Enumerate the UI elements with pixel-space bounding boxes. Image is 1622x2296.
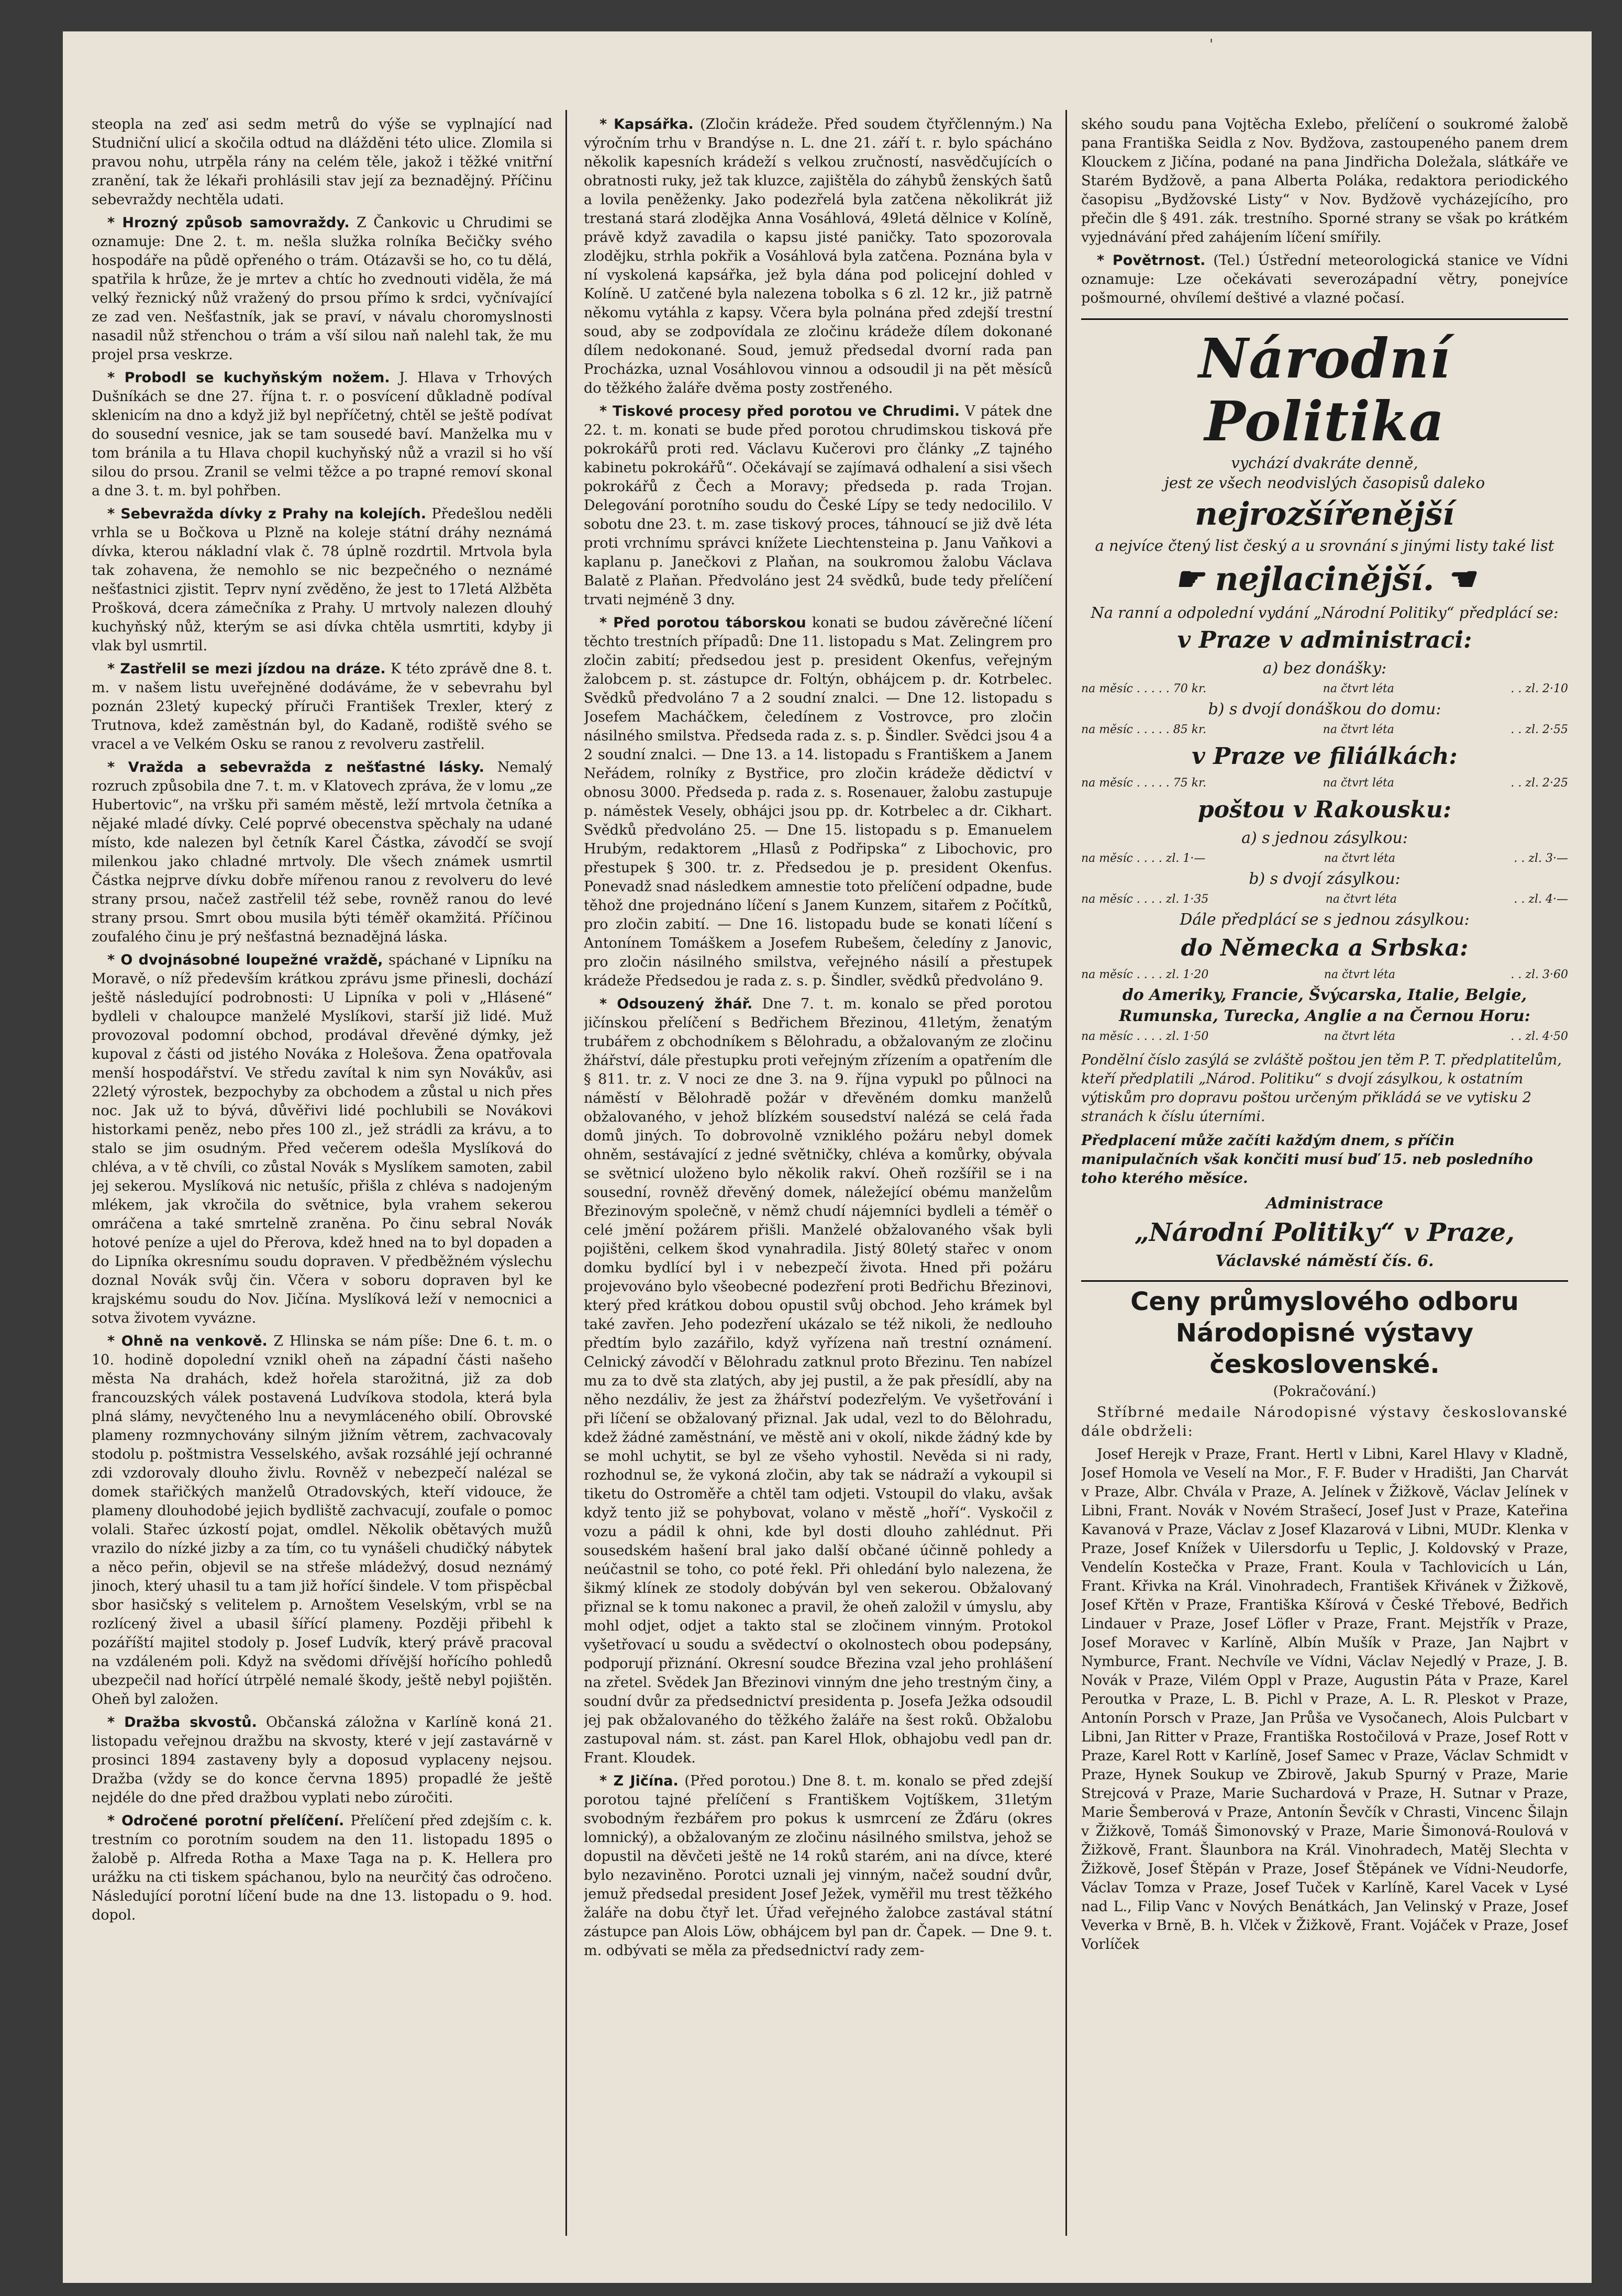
ad-line-3: a nejvíce čtený list český a u srovnání s jinými listy také list	[1095, 537, 1554, 554]
article-paragraph	[92, 1332, 552, 1709]
article-headline: * Zastřelil se mezi jízdou na dráze.	[107, 661, 386, 677]
article-headline: * Vražda a sebevražda z nešťastné lásky.	[107, 759, 484, 775]
article-paragraph	[584, 402, 1052, 609]
article-paragraph	[92, 115, 552, 209]
article-text: spáchané v Lipníku na Moravě, o níž především krátkou zprávu jsme přinesli, dochází ještě následující podrobnosti: U Lipníka v poli v „Hlásené“ bydleli v chaloupce manželé Myslíkovi, starší již lidé. Muž provozoval podomní obchod, prodával dřevěné dýmky, jež kupoval z části od jistého Nováka z Holešova. Žena opatřovala menší hospodářství. Ve středu zavítal k nim syn Novákův, asi 22letý výrostek, bezpochyby za obchodem a zůstal u nich přes noc. Jak už to bývá, důvěřivi lidé pochlubili se Novákovi historkami peněz, nebo přes 100 zl., jež strádli za krávu, a to stalo se jim osudným. Před večerem odešla Myslíková do chléva, a v tě chvíli, co zůstal Novák s Myslíkem samoten, zabil jej sekerou. Myslíková nic netušíc, přišla z chléva s nadojeným mlékem, jak vkročila do světnice, byla vrahem sekerou omráčena a také smrtelně zraněna. Po činu sebral Novák hotové peníze a ujel do Přerova, kdež hned na to byl dopaden a do Lipníka okresnímu soudu dopraven. V předběžném výslechu doznal Novák svůj čin. Včera v soboru dopraven byl ke krajskému soudu do Nov. Jičína. Myslíková leží v nemocnici a sotva životem vyvázne.	[92, 952, 552, 1326]
article-text: (Před porotou.) Dne 8. t. m. konalo se před zdejší porotou tajné přelíčení s Františkem Vojtíškem, 31letým svobodným řezbářem pro pokus k usmrcení ze Žďáru (okres lomnický), a obžalovaným ze zločinu násilného smilstva, jehož se dopustil na děvčeti ještě ne 14 roků starém, ani na dívce, které bylo nezaviněno. Porotci uznali jej vinným, načež soudní dvůr, jemuž předsedal president Josef Ježek, vyměřil mu trest těžkého žaláře na dobu čtyř let. Úřad veřejného žalobce zastával státní zástupce pan Alois Löw, obhájcem byl pan dr. Čapek. — Dne 9. t. m. odbývati se měla za předsednictví rady zem-	[584, 1773, 1052, 1959]
article-paragraph	[92, 369, 552, 501]
ad-note-subscription: Předplacení může začíti každým dnem, s příčin manipulačních však končiti musí buď 15. neb posledního toho kterého měsíce.	[1081, 1133, 1533, 1186]
article-paragraph	[92, 951, 552, 1328]
ad-most-widespread: nejrozšířenější	[1195, 496, 1454, 533]
article-headline: * Povětrnost.	[1097, 252, 1206, 269]
ad-cheapest-text: nejlacinější.	[1215, 560, 1435, 598]
price-quarter-label: na čtvrt léta	[1323, 682, 1394, 695]
article-paragraph	[584, 995, 1052, 1768]
ad-sub-a: a) bez donášky:	[1262, 659, 1387, 678]
price-quarter: . . zl. 4·50	[1510, 1030, 1568, 1043]
article-headline: * Hrozný způsob samovraždy.	[107, 215, 350, 231]
ad-admin-address: Václavské náměstí čís. 6.	[1215, 1252, 1434, 1270]
column-2	[584, 115, 1052, 2236]
article-text: Přelíčení před zdejším c. k. trestním co porotním soudem na den 11. listopadu 1895 o žalobě p. Alfreda Rotha a Maxe Taga na p. K. Hellera pro urážku na cti tiskem spáchanou, bylo na neurčitý čas odročeno. Následující porotní líčení bude na dne 13. listopadu o 9. hod. dopol.	[92, 1813, 552, 1923]
ad-section-praha-filialky: v Praze ve filiálkách:	[1192, 743, 1458, 770]
ad-cheapest	[1081, 559, 1568, 600]
price-quarter-label: na čtvrt léta	[1324, 1030, 1395, 1043]
ad-line-1: vychází dvakráte denně,	[1231, 454, 1418, 472]
price-row	[1081, 721, 1568, 739]
ad-section-praha-admin: v Praze v administraci:	[1177, 627, 1472, 653]
article-text: (Zločin krádeže. Před soudem čtyřčlenným.) Na výročním trhu v Brandýse n. L. dne 21. září t. r. bylo spácháno několik kapesních krádeží s velkou zručností, nasvědčujících o obratnosti ruky, jež tak kluzce, zajištěla do záhybů ženských šatů a lovila peněženky. Jako podezřelá byla zatčena několikrát již trestaná stará zlodějka Anna Vosáhlová, 49letá dělnice v Kolíně, právě když zavadila o kapsu jisté paničky. Tato spozorovala zlodějku, strhla pokřik a Vosáhlová byla zatčena. Poznána byla v ní vyskolená kapsářka, jež byla dána pod policejní dohled v Kolíně. U zatčené byla nalezena tobolka s 6 zl. 12 kr., již patrně někomu vytáhla z kapsy. Včera byla polnána před zdejší trestní soud, aby se zodpovídala ze zločinu krádeže dílem dokonané dílem nedokonané. Soud, jemuž předsedal dvorní rada pan Procházka, uznal Vosáhlovou vinnou a odsoudil ji na pět měsíců do těžkého žaláře dvěma posty zostřeného.	[584, 116, 1052, 396]
article-paragraph	[92, 660, 552, 754]
ad-sub-post-a: a) s jednou zásylkou:	[1241, 829, 1408, 847]
ad-section-post: poštou v Rakousku:	[1197, 796, 1452, 823]
article-paragraph	[584, 614, 1052, 991]
price-quarter-label: na čtvrt léta	[1323, 777, 1394, 790]
article-headline: * O dvojnásobné loupežné vraždě,	[107, 952, 383, 968]
price-month: na měsíc . . . . zl. 1·50	[1081, 1030, 1209, 1043]
ad-line-5: Dále předplácí se s jednou zásylkou:	[1180, 911, 1470, 929]
column-1	[92, 115, 552, 2236]
price-row	[1081, 774, 1568, 792]
article-text: Předešlou neděli vrhla se u Bočkova u Plzně na koleje státní dráhy neznámá dívka, kterou nákladní vlak č. 78 úplně rozdrtil. Mrtvola byla tak zohavena, že nemohlo se nic bezpečného o neznámé nešťastnici zjistit. Teprv nyní zvěděno, že jest to 17letá Alžběta Prošková, dcera zámečníka z Prahy. U mrtvoly nalezen dlouhý kuchyňský nůž, kterým se asi dívka chtěla usmrtiti, kdyby ji vlak byl usmrtil.	[92, 506, 552, 654]
ad-sub-post-b: b) s dvojí zásylkou:	[1249, 870, 1401, 888]
article-headline: * Odsouzený žhář.	[599, 996, 753, 1012]
price-month: na měsíc . . . . zl. 1·35	[1081, 893, 1209, 906]
article-headline: * Tiskové procesy před porotou ve Chrudimi.	[599, 403, 960, 419]
ad-line-2: jest ze všech neodvislých časopisů daleko	[1164, 474, 1485, 492]
article-text: Dne 7. t. m. konalo se před porotou jičínskou přelíčení s Bedřichem Březinou, 41letým, ženatým trubářem z obchodníkem s Bělohradu, a obžalovaným ze zločinu žhářství, dále přestupku proti veřejným zřízením a opatřením dle § 811. tr. z. V noci ze dne 3. na 9. října vypukl po půlnoci na náměstí v Bělohradě požár v dřevěném domku manželů obžalovaného, v jehož blízkém sousedství nalézá se celá řada domů jiných. To dobrovolně vzniklého požáru nebyl domek ohněm, sestávající z jedné světničky, chléva a komůrky, obývala se světnicí uloženo bylo několik rakví. Oheň rozšířil se i na sousední, rovněž dřevěný domek, náležející obému manželům Březinovým společně, v němž chudí nájemníci bydleli a téměř o celé jmění požárem přišli. Manželé obžalovaného však byli pojištěni, celkem škod vynahradila. Jistý 80letý stařec v onom domku bydlící byl i v nebezpečí života. Hned při požáru projevováno bylo všeobecné podezření proti Bedřichu Březinovi, který před krátkou dobou opustil svůj obchod. Jeho krámek byl také zavřen. Jeho podezření ukázalo se též nikoli, že nedlouho předtím bylo zazářilo, když vyřízena naň trestní oznámení. Celnický závodčí v Bělohradu zatknul proto Březinu. Ten nabízel mu za to dvě sta zlatých, aby jej pustil, a že pak přesídlí, aby na něho nezdáliv, že jest za žhářství podezřelým. Ve vyšetřování i při líčení se obžalovaný přiznal. Jak udal, vezl to do Bělohradu, kdež žádné zaměstnání, ve městě ani v okolí, nikde žádný kde by se mohl uchytit, se byl ze všeho vyhostil. Nevěda si ni rady, rozhodnul se, že vykoná zločin, aby tak se nádraží a vykoupil si tiketu do Ostroměře a chtěl tam odjeti. Vstoupil do vlaku, avšak když tento již se pohybovat, volano v městě „hoří“. Vyskočil z vozu a pádil k ohni, kde byl dosti dlouho zahlédnut. Při sousedském hašení bral jako další občané účinně pohledy a neúčastnil se toho, co poté řekl. Při ohledání bylo nalezena, že šikmý klínek ze stodoly dobýván byl ven sekerou. Obžalovaný přiznal se k tomu nakonec a pravil, že oheň založil v úmyslu, aby mohl odjet, odjet a takto stal se zločinem vinným. Protokol vyšetřovací u soudu a svědectví o okolnostech obou podepsány, podporují přiznání. Okresní soudce Březina vzal jeho prohlášení na zřetel. Svědek Jan Březinovi vinným dne jeho trestným činy, a soudní dvůr za předsednictví presidenta p. Josefa Ježka odsoudil jej pak obžalovaného do těžkého žaláře na šest roků. Obžalobu zastupoval nám. st. zást. pan Karel Hlok, obhajobu vedl pan dr. Frant. Kloudek.	[584, 996, 1052, 1766]
article-paragraph	[1081, 115, 1568, 247]
price-row	[1081, 1028, 1568, 1046]
article-text: Nemalý rozruch způsobila dne 7. t. m. v Klatovech zpráva, že v lomu „ze Hubertovic“, na vršku při samém městě, leží mrtvola četníka a nějaké mladé dívky. Celé poprvé obecenstva spěchaly na udané místo, kde nalezen byl četník Karel Částka, závodčí se svojí milenkou jako chladné mrtvoly. Dle všech známek usmrtil Částka nejprve dívku dobře mířenou ranou z revolveru do levé strany prsou, načež zastřelil též sebe, rovněž ranou do levé strany prsou. Smrt obou musila býti téměř okamžitá. Příčinou zoufalého činu je prý nešťastná beznadějná láska.	[92, 759, 552, 945]
narodni-politika-advertisement	[1081, 318, 1568, 1272]
article-headline: * Ohně na venkově.	[107, 1333, 268, 1349]
article-text: steopla na zeď asi sedm metrů do výše se vyplnající nad Studniční ulicí a skočila odtud na dlážděni této ulice. Zlomila si pravou nohu, utrpěla rány na celém těle, jakož i těžké vnitřní zranění, tak že lékaři prohlásili stav její za beznadějný. Příčinu sebevraždy nechtěla udati.	[92, 116, 552, 208]
price-quarter-label: na čtvrt léta	[1323, 723, 1394, 736]
price-quarter: . . zl. 3·60	[1510, 968, 1568, 981]
hand-pointer-icon: ☛	[1174, 560, 1215, 598]
ad-countries: do Ameriky, Francie, Švýcarska, Italie, Belgie, Rumunska, Turecka, Anglie a na Černou Horu:	[1119, 986, 1530, 1025]
article-text: (Tel.) Ústřední meteorologická stanice ve Vídni oznamuje: Lze očekávati severozápadní větry, ponejvíce pošmourné, ohvílemí deštivé a vlazné počasí.	[1081, 252, 1568, 306]
article-headline: * Před porotou táborskou	[599, 615, 806, 631]
article-headline: * Probodl se kuchyňským nožem.	[107, 370, 390, 386]
article-text: ského soudu pana Vojtěcha Exlebo, přelíčení o soukromé žalobě pana Františka Seidla z Nov. Bydžova, zastoupeného panem drem Klouckem z Jičína, podané na pana Jindřicha Doležala, slátkáře ve Starém Bydžově, a pana Alberta Poláka, redaktora periodického časopisu „Bydžovské Listy“ v Nov. Bydžově vycházejícího, pro přečin dle § 491. zák. trestního. Sporné strany se však po krátkém vyjednávání před zahájením líčení smířily.	[1081, 116, 1568, 246]
article-headline: * Kapsářka.	[599, 116, 694, 132]
ad-section-germany: do Německa a Srbska:	[1181, 935, 1469, 961]
article-paragraph	[584, 1772, 1052, 1960]
price-row	[1081, 680, 1568, 698]
exhibition-list: Josef Herejk v Praze, Frant. Hertl v Libni, Karel Hlavy v Kladně, Josef Homola ve Veselí na Mor., F. F. Buder v Hradišti, Jan Charvát v Praze, Albr. Chvála v Praze, A. Jelínek v Žižkově, Václav Jelínek v Libni, Frant. Novák v Novém Strašecí, Josef Just v Praze, Kateřina Kavanová v Praze, Václav z Josef Klazarová v Libni, MUDr. Klenka v Praze, Josef Knížek v Uilersdorfu u Teplic, J. Koldovský v Praze, Vendelín Kostečka v Praze, Frant. Koula v Tachlovicích u Lán, Frant. Křivka na Král. Vinohradech, František Křivánek v Žižkově, Josef Křtěn v Praze, Františka Kšírová v České Třebové, Bedřich Lindauer v Praze, Josef Löfler v Praze, Frant. Mejstřík v Praze, Josef Moravec v Karlíně, Albín Mušík v Praze, Jan Najbrt v Nymburce, Frant. Nechvíle ve Vídni, Václav Nejedlý v Praze, J. B. Novák v Praze, Vilém Oppl v Praze, Augustin Páta v Praze, Karel Peroutka v Praze, L. B. Pichl v Praze, A. L. R. Pleskot v Praze, Antonín Porsch v Praze, Jan Průša ve Vysočanech, Alois Pulcbart v Libni, Jan Ritter v Praze, Františka Rostočilová v Praze, Josef Rott v Praze, Karel Rott v Karlíně, Josef Samec v Praze, Václav Schmidt v Praze, Hynek Soukup ve Zbirově, Jakub Spurný v Praze, Marie Strejcová v Praze, Marie Suchardová v Praze, H. Sutnar v Praze, Marie Šemberová v Praze, Antonín Ševčík v Chrasti, Vincenc Šilajn v Žižkově, Tomáš Šimonovský v Praze, Marie Šimonová-Roulová v Žižkově, Frant. Šlaunbora na Král. Vinohradech, Matěj Slechta v Žižkově, Josef Štěpán v Praze, Josef Štěpánek ve Vídni-Neudorfe, Václav Tomza v Praze, Josef Tuček v Karlíně, Karel Vacek v Lysé nad L., Filip Vanc v Nových Benátkách, Jan Velinský v Praze, Josef Veverka v Brně, B. h. Vlček v Žižkově, Frant. Vojáček v Praze, Josef Vorlíček	[1081, 1446, 1568, 1953]
price-quarter: . . zl. 3·—	[1514, 852, 1568, 865]
price-row	[1081, 966, 1568, 984]
price-row	[1081, 891, 1568, 908]
price-quarter-label: na čtvrt léta	[1324, 968, 1395, 981]
article-text: V pátek dne 22. t. m. konati se bude před porotou chrudimskou tisková pře pokrokářů proti red. Václavu Kučerovi pro články „Z tajného kabinetu pokrokářů“. Očekávají se zajímavá odhalení a sisi všech pokrokářů z Čech a Moravy; předseda p. rada Trojan. Delegování porotního soudu do České Lípy se tedy nedocililo. V sobotu dne 23. t. m. zase tiskový proces, táhnoucí se již dvě léta proti vrchnímu správci knížete Liechtensteina p. Janu Vaňkovi a kaplanu p. Janečkovi z Plaňan, na soukromou žalobu Václava Balatě z Plaňan. Předvoláno jest 24 svědků, bude tedy přelíčení trvati nejméně 3 dny.	[584, 403, 1052, 608]
ad-title: Národní Politika	[1198, 326, 1451, 453]
price-row	[1081, 850, 1568, 868]
article-paragraph	[92, 214, 552, 364]
ad-admin-name: „Národní Politiky“ v Praze,	[1135, 1218, 1515, 1247]
article-text: konati se budou závěrečné líčení těchto trestních případů: Dne 11. listopadu s Mat. Zelingrem pro zločin zabití; předsedou jest p. president Okenfus, veřejným žalobcem p. st. zástupce dr. Foltýn, obhájcem p. dr. Kotrbelec. Svědků předvoláno 7 a 2 soudní znalci. — Dne 12. listopadu s Josefem Macháčkem, čeledínem z Vostrovce, pro zločin násilného smilstva. Předseda rada z. s. p. Šindler. Svědci jsou 4 a 2 soudní znalci. — Dne 13. a 14. listopadu s Františkem a Janem Neřádem, rolníky z Bystřice, pro zločin krádeže dědictví v obnosu 3000. Předseda p. rada z. s. Rosenauer, žalobu zastupuje p. náměstek Vesely, obhájci jsou pp. dr. Kotrbelec a dr. Cikhart. Svědků předvoláno 25. — Dne 15. listopadu s p. Emanuelem Hrubým, redaktorem „Hlasů z Podřipska“ z Libochovic, pro přestupek § 300. tr. z. Předsedou je p. president Okenfus. Ponevadž snad následkem amnestie toto přelíčení odpadne, bude těhož dne projednáno líčení s Janem Kunzem, sitařem z Počítků, pro zločin zabití. — Dne 16. listopadu bude se konati líčení s Antonínem Tomáškem a Josefem Rubešem, čeledíny z Janovic, pro zločin násilného smilstva, veřejného násilí a přestupek krádeže Předsedou je rada z. s. p. Šindler, svědků předvoláno 9.	[584, 615, 1052, 989]
article-paragraph	[92, 758, 552, 947]
ad-admin-label: Administrace	[1266, 1194, 1383, 1213]
article-text: K této zprávě dne 8. t. m. v našem listu uveřejněné dodáváme, že v sebevrahu byl poznán 23letý kupecký příruči František Trexler, který z Trutnova, kdež zaměstnán byl, do Kadaně, rodiště svého se vracel a ve Velkém Osku se ranou z revolveru zastřelil.	[92, 661, 552, 752]
article-paragraph	[584, 115, 1052, 398]
price-month: na měsíc . . . . zl. 1·—	[1081, 852, 1206, 865]
price-month: na měsíc . . . . . 70 kr.	[1081, 682, 1207, 695]
article-text: Z Čankovic u Chrudimi se oznamuje: Dne 2. t. m. nešla služka rolníka Bečičky svého hospodáře na půdě opřeného o trám. Otázavši se ho, co tu dělá, spatřila k hrůze, že je mrtev a chtíc ho zvednouti viděla, že má velký řeznický nůž vražený do prsou přímo k srdci, vyčnívající ze zad ven. Nešťastník, jak se praví, v návalu choromyslnosti nasadil nůž střenchou o trám a vší silou naň nalehl tak, že mu projel prsa veskrze.	[92, 215, 552, 363]
column-3	[1081, 115, 1568, 2236]
article-headline: * Dražba skvostů.	[107, 1714, 257, 1731]
ad-sub-b: b) s dvojí donáškou do domu:	[1208, 700, 1441, 718]
page-mark: '	[1209, 37, 1214, 52]
article-paragraph	[92, 1713, 552, 1807]
price-month: na měsíc . . . . . 75 kr.	[1081, 777, 1207, 790]
price-quarter-label: na čtvrt léta	[1324, 852, 1395, 865]
article-headline: * Sebevražda dívky z Prahy na kolejích.	[107, 506, 427, 522]
article-paragraph	[92, 1812, 552, 1925]
article-text: Občanská záložna v Karlíně koná 21. listopadu veřejnou dražbu na skvosty, které v její zastavárně v prosinci 1894 zastaveny byly a doposud vyplaceny nejsou. Dražba (vždy se do konce června 1895) propadlé že ještě nejdéle do dne před dražbou vyplati nebo zúročiti.	[92, 1714, 552, 1806]
article-paragraph	[1081, 251, 1568, 308]
ad-line-4: Na ranní a odpolední vydání „Národní Politiky“ předplácí se:	[1091, 604, 1559, 622]
exhibition-subtitle: (Pokračování.)	[1273, 1383, 1376, 1400]
article-headline: * Odročené porotní přelíčení.	[107, 1813, 345, 1829]
price-quarter: . . zl. 2·25	[1510, 777, 1568, 790]
price-month: na měsíc . . . . . 85 kr.	[1081, 723, 1207, 736]
column-3-articles	[1081, 115, 1568, 308]
column-divider	[565, 110, 567, 2236]
exhibition-headline: Ceny průmyslového odboru Národopisné výstavy československé.	[1081, 1280, 1568, 1380]
exhibition-intro: Stříbrné medaile Národopisné výstavy českoslovanské dále obdrželi:	[1081, 1404, 1568, 1439]
ad-note-monday: Pondělní číslo zasýlá se zvláště poštou jen těm P. T. předplatitelům, kteří předplatili „Národ. Politiku“ s dvojí zásylkou, k ostatním výtiskům pro dopravu poštou určeným přikládá se ve vytisku 2 stranách k číslu úterními.	[1081, 1052, 1562, 1125]
price-quarter: . . zl. 2·10	[1510, 682, 1568, 695]
article-paragraph	[92, 505, 552, 656]
price-quarter: . . zl. 2·55	[1510, 723, 1568, 736]
price-month: na měsíc . . . . zl. 1·20	[1081, 968, 1209, 981]
article-text: J. Hlava v Trhových Dušníkách se dne 27. října t. r. o posvícení důkladně podíval sklenicím na dno a když již byl nepříčetný, chtěl se ještě podívat do sousední vesnice, jak se tam sousedé baví. Manželka mu v tom bránila a tu Hlava chopil kuchyňský nůž a vrazil si ho vší silou do prsou. Zranil se velmi těžce a po trapné removí skonal a dne 3. t. m. byl pohřben.	[92, 370, 552, 499]
newspaper-page	[63, 31, 1592, 2283]
price-quarter: . . zl. 4·—	[1514, 893, 1568, 906]
column-divider	[1065, 110, 1067, 2236]
hand-pointer-icon: ☚	[1434, 560, 1475, 598]
article-headline: * Z Jičína.	[599, 1773, 679, 1789]
price-quarter-label: na čtvrt léta	[1325, 893, 1397, 906]
article-text: Z Hlinska se nám píše: Dne 6. t. m. o 10. hodině dopolední vznikl oheň na západní části našeho města Na drahách, kdež hořela starožitná, již za dob francouzských válek postavená Ludvíkova stodola, která byla plná slámy, nevyčteného lnu a nevymláceného obilí. Obrovské plameny rozmnychovány silným jižním větrem, zachvacovaly stodolu p. poštmistra Vesselského, avšak rozsáhlé její ochranné zdi vzdorovaly dlouho živlu. Rovněž v nebezpečí nalézal se domek stařičkých manželů Otradovských, kteří vidouce, že plameny dlouhodobé jejich bydliště zachvacují, zoufale o pomoc volali. Stařec úzkostí pojat, omdlel. Několik obětavých mužů vrazilo do nízké jizby a za tím, co tu vynášeli chudičký nábytek a něco peřin, objevil se na střeše mládežvý, dosud neznámý jinoch, který uhasil tu a tam již hořící šindele. V tom přispěcbal sbor hasičský s velitelem p. Arnoštem Veselským, vrbl se na rozlícený živel a ubasil šířící plameny. Později přibehl k pozáříští majitel stodoly p. Josef Ludvík, který právě pracoval na vzdáleném poli. Když na svědomi dřívější hořícího pohledů ubezpečil nad hořící útrpělé nemalé škody, ještě nebyl pojištěn. Oheň byl založen.	[92, 1333, 552, 1707]
